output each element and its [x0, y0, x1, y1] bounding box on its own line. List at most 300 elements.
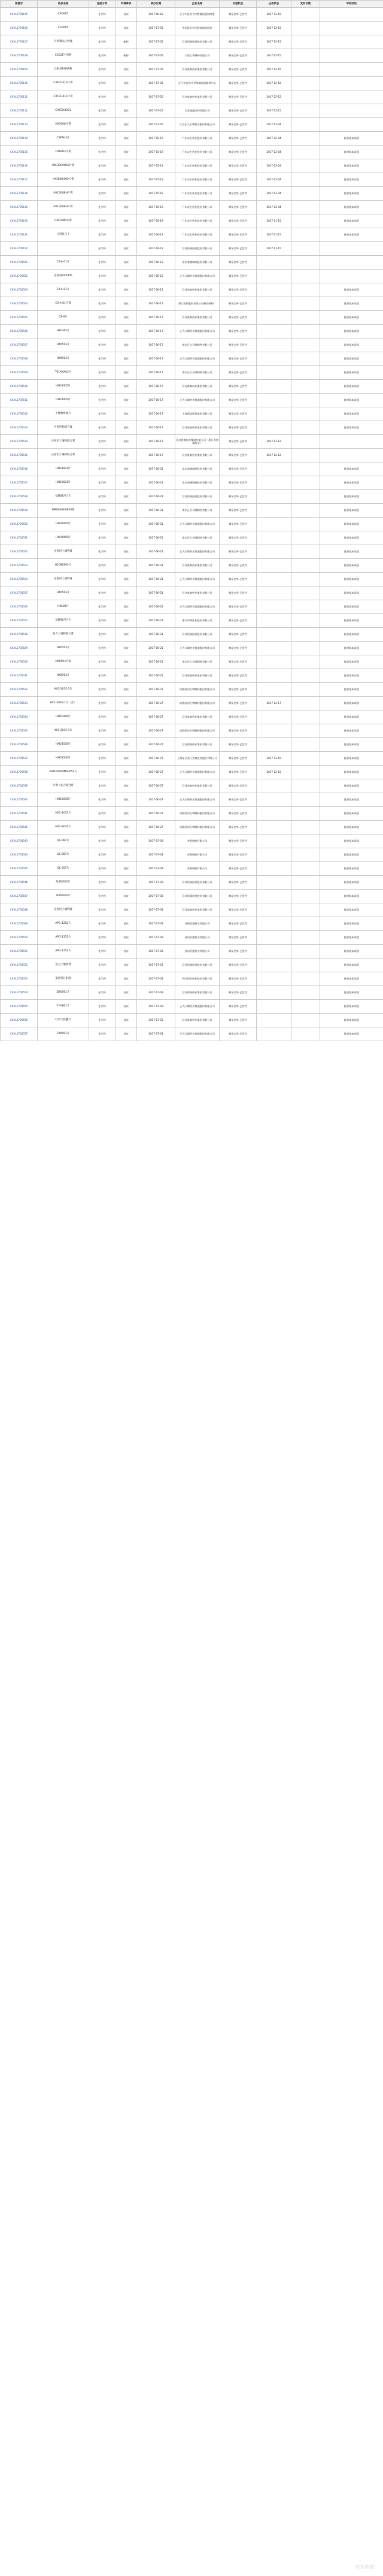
cell-accept-date: 2017-06-21 [137, 614, 175, 628]
cell-supplement-count [291, 1027, 320, 1041]
cell-drug-name: 注射用土壤物联合膏 [38, 435, 89, 449]
table-row[interactable] [1, 476, 383, 490]
cell-code[interactable]: CXHL1700538 [1, 766, 38, 779]
cell-code[interactable]: CXHL1700121 [1, 228, 38, 242]
table-row[interactable] [1, 518, 383, 531]
cell-code[interactable]: CXHL1700110 [1, 77, 38, 90]
cell-category: 化学药 [89, 793, 115, 807]
cell-category: 化学药 [89, 959, 115, 972]
table-row[interactable] [1, 462, 383, 476]
table-row[interactable] [1, 697, 383, 710]
cell-code[interactable]: CXHL1700117 [1, 173, 38, 187]
cell-code[interactable]: CXHL1700533 [1, 697, 38, 710]
cell-application: 首次 [115, 586, 137, 600]
cell-application: 首次 [115, 256, 137, 270]
table-row[interactable] [1, 187, 383, 201]
cell-task-status [257, 972, 291, 986]
table-row[interactable] [1, 325, 383, 338]
cell-supplement-count [291, 49, 320, 63]
cell-conclusion: 批准临床试验 [320, 917, 383, 931]
cell-conclusion [320, 22, 383, 35]
cell-code[interactable]: CXHL1700543 [1, 835, 38, 848]
table-row[interactable] [1, 766, 383, 779]
table-row[interactable] [1, 49, 383, 63]
cell-code[interactable]: CXHL1700522 [1, 545, 38, 559]
table-row[interactable] [1, 270, 383, 283]
cell-accept-date: 2017-06-17 [137, 394, 175, 407]
table-row[interactable] [1, 683, 383, 697]
cell-task-status: 2017-11-15 [257, 242, 291, 256]
cell-category: 化学药 [89, 669, 115, 683]
cell-code[interactable]: CXHL1700509 [1, 366, 38, 380]
cell-category: 化学药 [89, 862, 115, 876]
cell-conclusion: 批准临床试验 [320, 462, 383, 476]
cell-application: 首次 [115, 380, 137, 394]
cell-drug-name: CFDA05 [38, 22, 89, 35]
cell-task-status [257, 545, 291, 559]
cell-company: 正大天晴药业集团股份有限公司 [175, 793, 220, 807]
cell-code[interactable]: CXHL1700521 [1, 531, 38, 545]
cell-status: 制证完毕-已发件 [220, 146, 257, 159]
cell-code[interactable]: CXHL1700512 [1, 407, 38, 421]
cell-supplement-count [291, 600, 320, 614]
cell-category: 化学药 [89, 518, 115, 531]
table-row[interactable] [1, 1000, 383, 1014]
cell-supplement-count [291, 573, 320, 586]
cell-company: 江苏正大天晴药业股份有限公司 [175, 118, 220, 132]
table-row[interactable] [1, 407, 383, 421]
cell-supplement-count [291, 779, 320, 793]
column-header-category: 注册分类 [89, 1, 115, 8]
table-row[interactable] [1, 1014, 383, 1027]
cell-code[interactable]: CXHL1700510 [1, 380, 38, 394]
table-row[interactable] [1, 490, 383, 504]
cell-company: 江苏恒瑞医药股份有限公司 [175, 490, 220, 504]
cell-company: 南京正大天晴制药有限公司 [175, 504, 220, 518]
cell-code[interactable]: CXHL1700505 [1, 311, 38, 325]
cell-task-status [257, 642, 291, 655]
cell-status: 制证完毕-已发件 [220, 697, 257, 710]
cell-code[interactable]: CXHL1700119 [1, 201, 38, 214]
cell-code[interactable]: CXHL1700540 [1, 793, 38, 807]
cell-status: 制证完毕-已发件 [220, 779, 257, 793]
cell-task-status [257, 380, 291, 394]
cell-drug-name: 注射用HX5005 [38, 270, 89, 283]
table-row[interactable] [1, 1027, 383, 1041]
cell-task-status [257, 890, 291, 903]
cell-category: 化学药 [89, 917, 115, 931]
cell-conclusion: 批准临床试验 [320, 959, 383, 972]
cell-accept-date: 2017-06-21 [137, 669, 175, 683]
cell-code[interactable]: CXHL1700553 [1, 972, 38, 986]
cell-supplement-count [291, 766, 320, 779]
table-row[interactable] [1, 394, 383, 407]
cell-code[interactable]: CXHL1700517 [1, 476, 38, 490]
cell-code[interactable]: CXHL1700554 [1, 986, 38, 1000]
cell-code[interactable]: CXHL1700524 [1, 573, 38, 586]
cell-code[interactable]: CXHL1700502 [1, 270, 38, 283]
cell-status: 制证完毕-已发件 [220, 35, 257, 49]
cell-supplement-count [291, 697, 320, 710]
cell-company: 成都苑东生物制药股份有限公司 [175, 697, 220, 710]
cell-code[interactable]: CXHL1700556 [1, 1014, 38, 1027]
table-row[interactable] [1, 297, 383, 311]
table-row[interactable] [1, 848, 383, 862]
cell-code[interactable]: CXHL1700551 [1, 945, 38, 959]
table-row[interactable] [1, 63, 383, 77]
table-row[interactable] [1, 173, 383, 187]
table-row[interactable] [1, 752, 383, 766]
cell-supplement-count [291, 683, 320, 697]
table-row[interactable] [1, 77, 383, 90]
cell-code[interactable]: CXHL1700542 [1, 821, 38, 835]
cell-code[interactable]: CXHL1700112 [1, 104, 38, 118]
cell-code[interactable]: CXHL1700537 [1, 752, 38, 766]
cell-code[interactable]: CXHL1700523 [1, 559, 38, 573]
table-row[interactable] [1, 504, 383, 518]
cell-code[interactable]: CXHL1700555 [1, 1000, 38, 1014]
cell-company: 江苏盛迪医药有限公司 [175, 104, 220, 118]
table-row[interactable] [1, 821, 383, 835]
table-row[interactable] [1, 835, 383, 848]
cell-application: 首次 [115, 228, 137, 242]
table-row[interactable] [1, 876, 383, 890]
cell-code[interactable]: CXHL1700108 [1, 49, 38, 63]
table-row[interactable] [1, 959, 383, 972]
cell-code[interactable]: CXHL1700520 [1, 518, 38, 531]
table-row[interactable] [1, 146, 383, 159]
table-row[interactable] [1, 366, 383, 380]
table-row[interactable] [1, 890, 383, 903]
cell-drug-name: 红景天胶囊片 [38, 1014, 89, 1027]
cell-code[interactable]: CXHL1700513 [1, 421, 38, 435]
cell-task-status [257, 807, 291, 821]
cell-status: 制证完毕-已发件 [220, 917, 257, 931]
cell-conclusion: 批准临床试验 [320, 394, 383, 407]
cell-supplement-count [291, 146, 320, 159]
table-row[interactable] [1, 449, 383, 462]
cell-task-status [257, 586, 291, 600]
cell-category: 化学药 [89, 586, 115, 600]
table-row[interactable] [1, 779, 383, 793]
cell-supplement-count [291, 462, 320, 476]
cell-code[interactable]: CXHL1700113 [1, 118, 38, 132]
cell-code[interactable]: CXHL1700545 [1, 862, 38, 876]
table-row[interactable] [1, 945, 383, 959]
cell-code[interactable]: CXHL1700539 [1, 779, 38, 793]
table-row[interactable] [1, 352, 383, 366]
cell-code[interactable]: CXHL1700106 [1, 22, 38, 35]
cell-drug-name: CXFCH411片膏 [38, 90, 89, 104]
table-row[interactable] [1, 104, 383, 118]
cell-company: 江苏豪森药业集团有限公司 [175, 710, 220, 724]
cell-supplement-count [291, 848, 320, 862]
table-row[interactable] [1, 710, 383, 724]
cell-application: 首次 [115, 945, 137, 959]
cell-code[interactable]: CXHL1700528 [1, 628, 38, 642]
cell-code[interactable]: CXHL1700549 [1, 917, 38, 931]
cell-application: 首次 [115, 710, 137, 724]
cell-code[interactable]: CXHL1700531 [1, 669, 38, 683]
cell-supplement-count [291, 449, 320, 462]
cell-task-status [257, 518, 291, 531]
table-row[interactable] [1, 669, 383, 683]
table-row[interactable] [1, 421, 383, 435]
cell-company: 江苏豪森药业集团有限公司 [175, 421, 220, 435]
cell-code[interactable]: CXHL1700519 [1, 504, 38, 518]
cell-conclusion: 批准临床试验 [320, 1014, 383, 1027]
cell-status: 制证完毕-已发件 [220, 628, 257, 642]
cell-task-status: 2017-12-15 [257, 90, 291, 104]
cell-status: 制证完毕-已发件 [220, 297, 257, 311]
cell-status: 制证完毕-已发件 [220, 490, 257, 504]
table-row[interactable] [1, 600, 383, 614]
cell-code[interactable]: CXHL1700546 [1, 876, 38, 890]
cell-accept-date: 2017-07-03 [137, 1014, 175, 1027]
cell-conclusion [320, 270, 383, 283]
cell-conclusion [320, 8, 383, 22]
cell-code[interactable]: CXHL1700111 [1, 90, 38, 104]
cell-code[interactable]: CXHL1700120 [1, 214, 38, 228]
cell-task-status [257, 366, 291, 380]
cell-status: 制证完毕-已发件 [220, 504, 257, 518]
cell-status: 制证完毕-已发件 [220, 22, 257, 35]
cell-conclusion: 批准临床试验 [320, 779, 383, 793]
cell-code[interactable]: CXHL1700557 [1, 1027, 38, 1041]
cell-status: 制证完毕-已发件 [220, 931, 257, 945]
cell-code[interactable]: CXHL1700516 [1, 462, 38, 476]
cell-company: 江苏豪森药业集团有限公司 [175, 449, 220, 462]
cell-application: 首次 [115, 518, 137, 531]
cell-supplement-count [291, 421, 320, 435]
table-row[interactable] [1, 793, 383, 807]
cell-drug-name: CX0001片 [38, 1027, 89, 1041]
cell-code[interactable]: CXHL1700118 [1, 187, 38, 201]
cell-conclusion: 批准临床试验 [320, 752, 383, 766]
cell-category: 化学药 [89, 945, 115, 959]
cell-application: 首次 [115, 807, 137, 821]
cell-application: 首次 [115, 876, 137, 890]
cell-code[interactable]: CXHL1700525 [1, 586, 38, 600]
table-row[interactable] [1, 986, 383, 1000]
table-row[interactable] [1, 118, 383, 132]
cell-application: 首次 [115, 738, 137, 752]
cell-accept-date: 2017-06-27 [137, 683, 175, 697]
table-row[interactable] [1, 655, 383, 669]
table-row[interactable] [1, 917, 383, 931]
cell-status: 制证完毕-已发件 [220, 476, 257, 490]
table-row[interactable] [1, 573, 383, 586]
cell-supplement-count [291, 242, 320, 256]
table-row[interactable] [1, 931, 383, 945]
table-row[interactable] [1, 738, 383, 752]
table-row[interactable] [1, 338, 383, 352]
cell-application: 首次 [115, 407, 137, 421]
cell-drug-name: 复方土壤物膏 [38, 959, 89, 972]
cell-code[interactable]: CXHL1700526 [1, 600, 38, 614]
cell-company: 北京泰德制药股份有限公司 [175, 256, 220, 270]
table-row[interactable] [1, 903, 383, 917]
table-row[interactable] [1, 642, 383, 655]
cell-code[interactable]: CXHL1700529 [1, 642, 38, 655]
cell-conclusion: 批准临床试验 [320, 724, 383, 738]
cell-category: 化学药 [89, 214, 115, 228]
cell-task-status [257, 352, 291, 366]
table-row[interactable] [1, 545, 383, 559]
table-row[interactable] [1, 8, 383, 22]
cell-code[interactable]: CXHL1700534 [1, 710, 38, 724]
cell-supplement-count [291, 835, 320, 848]
cell-code[interactable]: CXHL1700122 [1, 242, 38, 256]
table-row[interactable] [1, 201, 383, 214]
table-row[interactable] [1, 311, 383, 325]
cell-conclusion [320, 63, 383, 77]
cell-task-status [257, 325, 291, 338]
table-row[interactable] [1, 862, 383, 876]
cell-application: 首次 [115, 559, 137, 573]
cell-status: 制证完毕-已发件 [220, 407, 257, 421]
cell-task-status: 2017-12-15 [257, 752, 291, 766]
cell-conclusion: 批准临床试验 [320, 931, 383, 945]
cell-task-status [257, 1000, 291, 1014]
cell-code[interactable]: CXHL1700105 [1, 8, 38, 22]
cell-code[interactable]: CXHL1700547 [1, 890, 38, 903]
cell-application: 首次 [115, 1000, 137, 1014]
cell-conclusion: 批准临床试验 [320, 807, 383, 821]
cell-code[interactable]: CXHL1700115 [1, 146, 38, 159]
cell-code[interactable]: CXHL1700532 [1, 683, 38, 697]
cell-conclusion: 批准临床试验 [320, 380, 383, 394]
cell-code[interactable]: CXHL1700116 [1, 159, 38, 173]
cell-accept-date: 2017-07-25 [137, 77, 175, 90]
cell-supplement-count [291, 559, 320, 573]
table-row[interactable] [1, 90, 383, 104]
cell-status: 制证完毕-已发件 [220, 366, 257, 380]
table-row[interactable] [1, 256, 383, 270]
cell-task-status: 2017-12-04 [257, 146, 291, 159]
cell-code[interactable]: CXHL1700544 [1, 848, 38, 862]
table-row[interactable] [1, 972, 383, 986]
column-header-company: 企业名称 [175, 1, 220, 8]
table-row[interactable] [1, 132, 383, 146]
table-row[interactable] [1, 628, 383, 642]
cell-code[interactable]: CXHL1700501 [1, 256, 38, 270]
cell-supplement-count [291, 159, 320, 173]
cell-category: 化学药 [89, 807, 115, 821]
cell-task-status [257, 903, 291, 917]
cell-code[interactable]: CXHL1700536 [1, 738, 38, 752]
table-row[interactable] [1, 159, 383, 173]
table-row[interactable] [1, 531, 383, 545]
cell-application: 首次 [115, 862, 137, 876]
cell-drug-name: QL-007片 [38, 862, 89, 876]
table-row[interactable] [1, 380, 383, 394]
cell-code[interactable]: CXHL1700503 [1, 283, 38, 297]
table-row[interactable] [1, 435, 383, 449]
cell-company: 江苏豪森药业集团有限公司 [175, 986, 220, 1000]
cell-application: 首次 [115, 242, 137, 256]
table-row[interactable] [1, 228, 383, 242]
cell-drug-name: CXFCH0001 [38, 104, 89, 118]
table-row[interactable] [1, 724, 383, 738]
cell-code[interactable]: CXHL1700514 [1, 435, 38, 449]
cell-code[interactable]: CXHL1700114 [1, 132, 38, 146]
cell-supplement-count [291, 724, 320, 738]
cell-conclusion [320, 449, 383, 462]
cell-task-status: 2017-12-15 [257, 22, 291, 35]
cell-task-status [257, 628, 291, 642]
cell-drug-name: HXC3008H片膏 [38, 187, 89, 201]
table-row[interactable] [1, 559, 383, 573]
table-row[interactable] [1, 35, 383, 49]
cell-company: 辽宁中医药大学附属医院制剂中心 [175, 77, 220, 90]
table-row[interactable] [1, 22, 383, 35]
cell-task-status [257, 779, 291, 793]
cell-conclusion [320, 49, 383, 63]
cell-code[interactable]: CXHL1700109 [1, 63, 38, 77]
table-row[interactable] [1, 614, 383, 628]
cell-category: 化学药 [89, 1027, 115, 1041]
cell-code[interactable]: CXHL1700508 [1, 352, 38, 366]
cell-supplement-count [291, 104, 320, 118]
cell-category: 化学药 [89, 201, 115, 214]
cell-code[interactable]: CXHL1700541 [1, 807, 38, 821]
cell-supplement-count [291, 710, 320, 724]
cell-task-status: 2017-12-15 [257, 35, 291, 49]
cell-code[interactable]: CXHL1700504 [1, 297, 38, 311]
cell-drug-name: HX0503片膏 [38, 655, 89, 669]
cell-task-status [257, 710, 291, 724]
cell-code[interactable]: CXHL1700530 [1, 655, 38, 669]
table-row[interactable] [1, 242, 383, 256]
cell-code[interactable]: CXHL1700511 [1, 394, 38, 407]
cell-company: 正大天晴药业集团股份有限公司 [175, 600, 220, 614]
cell-company: 中国医学科学院血液病医院 [175, 22, 220, 35]
cell-code[interactable]: CXHL1700548 [1, 903, 38, 917]
table-row[interactable] [1, 283, 383, 297]
cell-task-status: 2017-12-17 [257, 697, 291, 710]
cell-application: 首次 [115, 917, 137, 931]
table-row[interactable] [1, 807, 383, 821]
cell-company: 江苏豪森药业集团有限公司 [175, 380, 220, 394]
cell-task-status [257, 683, 291, 697]
cell-task-status [257, 614, 291, 628]
cell-conclusion: 批准临床试验 [320, 201, 383, 214]
cell-task-status [257, 407, 291, 421]
cell-category: 化学药 [89, 270, 115, 283]
cell-supplement-count [291, 132, 320, 146]
cell-drug-name: 复方土壤物联合膏 [38, 628, 89, 642]
cell-code[interactable]: CXHL1700107 [1, 35, 38, 49]
cell-code[interactable]: CXHL1700518 [1, 490, 38, 504]
cell-code[interactable]: CXHL1700527 [1, 614, 38, 628]
cell-conclusion: 批准临床试验 [320, 559, 383, 573]
table-row[interactable] [1, 214, 383, 228]
cell-task-status: 2017-12-04 [257, 187, 291, 201]
cell-category: 化学药 [89, 90, 115, 104]
cell-drug-name: CX-A-01片 [38, 283, 89, 297]
cell-code[interactable]: CXHL1700507 [1, 338, 38, 352]
cell-code[interactable]: CXHL1700550 [1, 931, 38, 945]
cell-drug-name: HXC3009H片膏 [38, 201, 89, 214]
cell-code[interactable]: CXHL1700535 [1, 724, 38, 738]
cell-code[interactable]: CXHL1700515 [1, 449, 38, 462]
cell-code[interactable]: CXHL1700552 [1, 959, 38, 972]
cell-code[interactable]: CXHL1700506 [1, 325, 38, 338]
cell-drug-name: 片剂药物联合膏 [38, 421, 89, 435]
table-row[interactable] [1, 586, 383, 600]
cell-task-status: 2017-12-12 [257, 449, 291, 462]
